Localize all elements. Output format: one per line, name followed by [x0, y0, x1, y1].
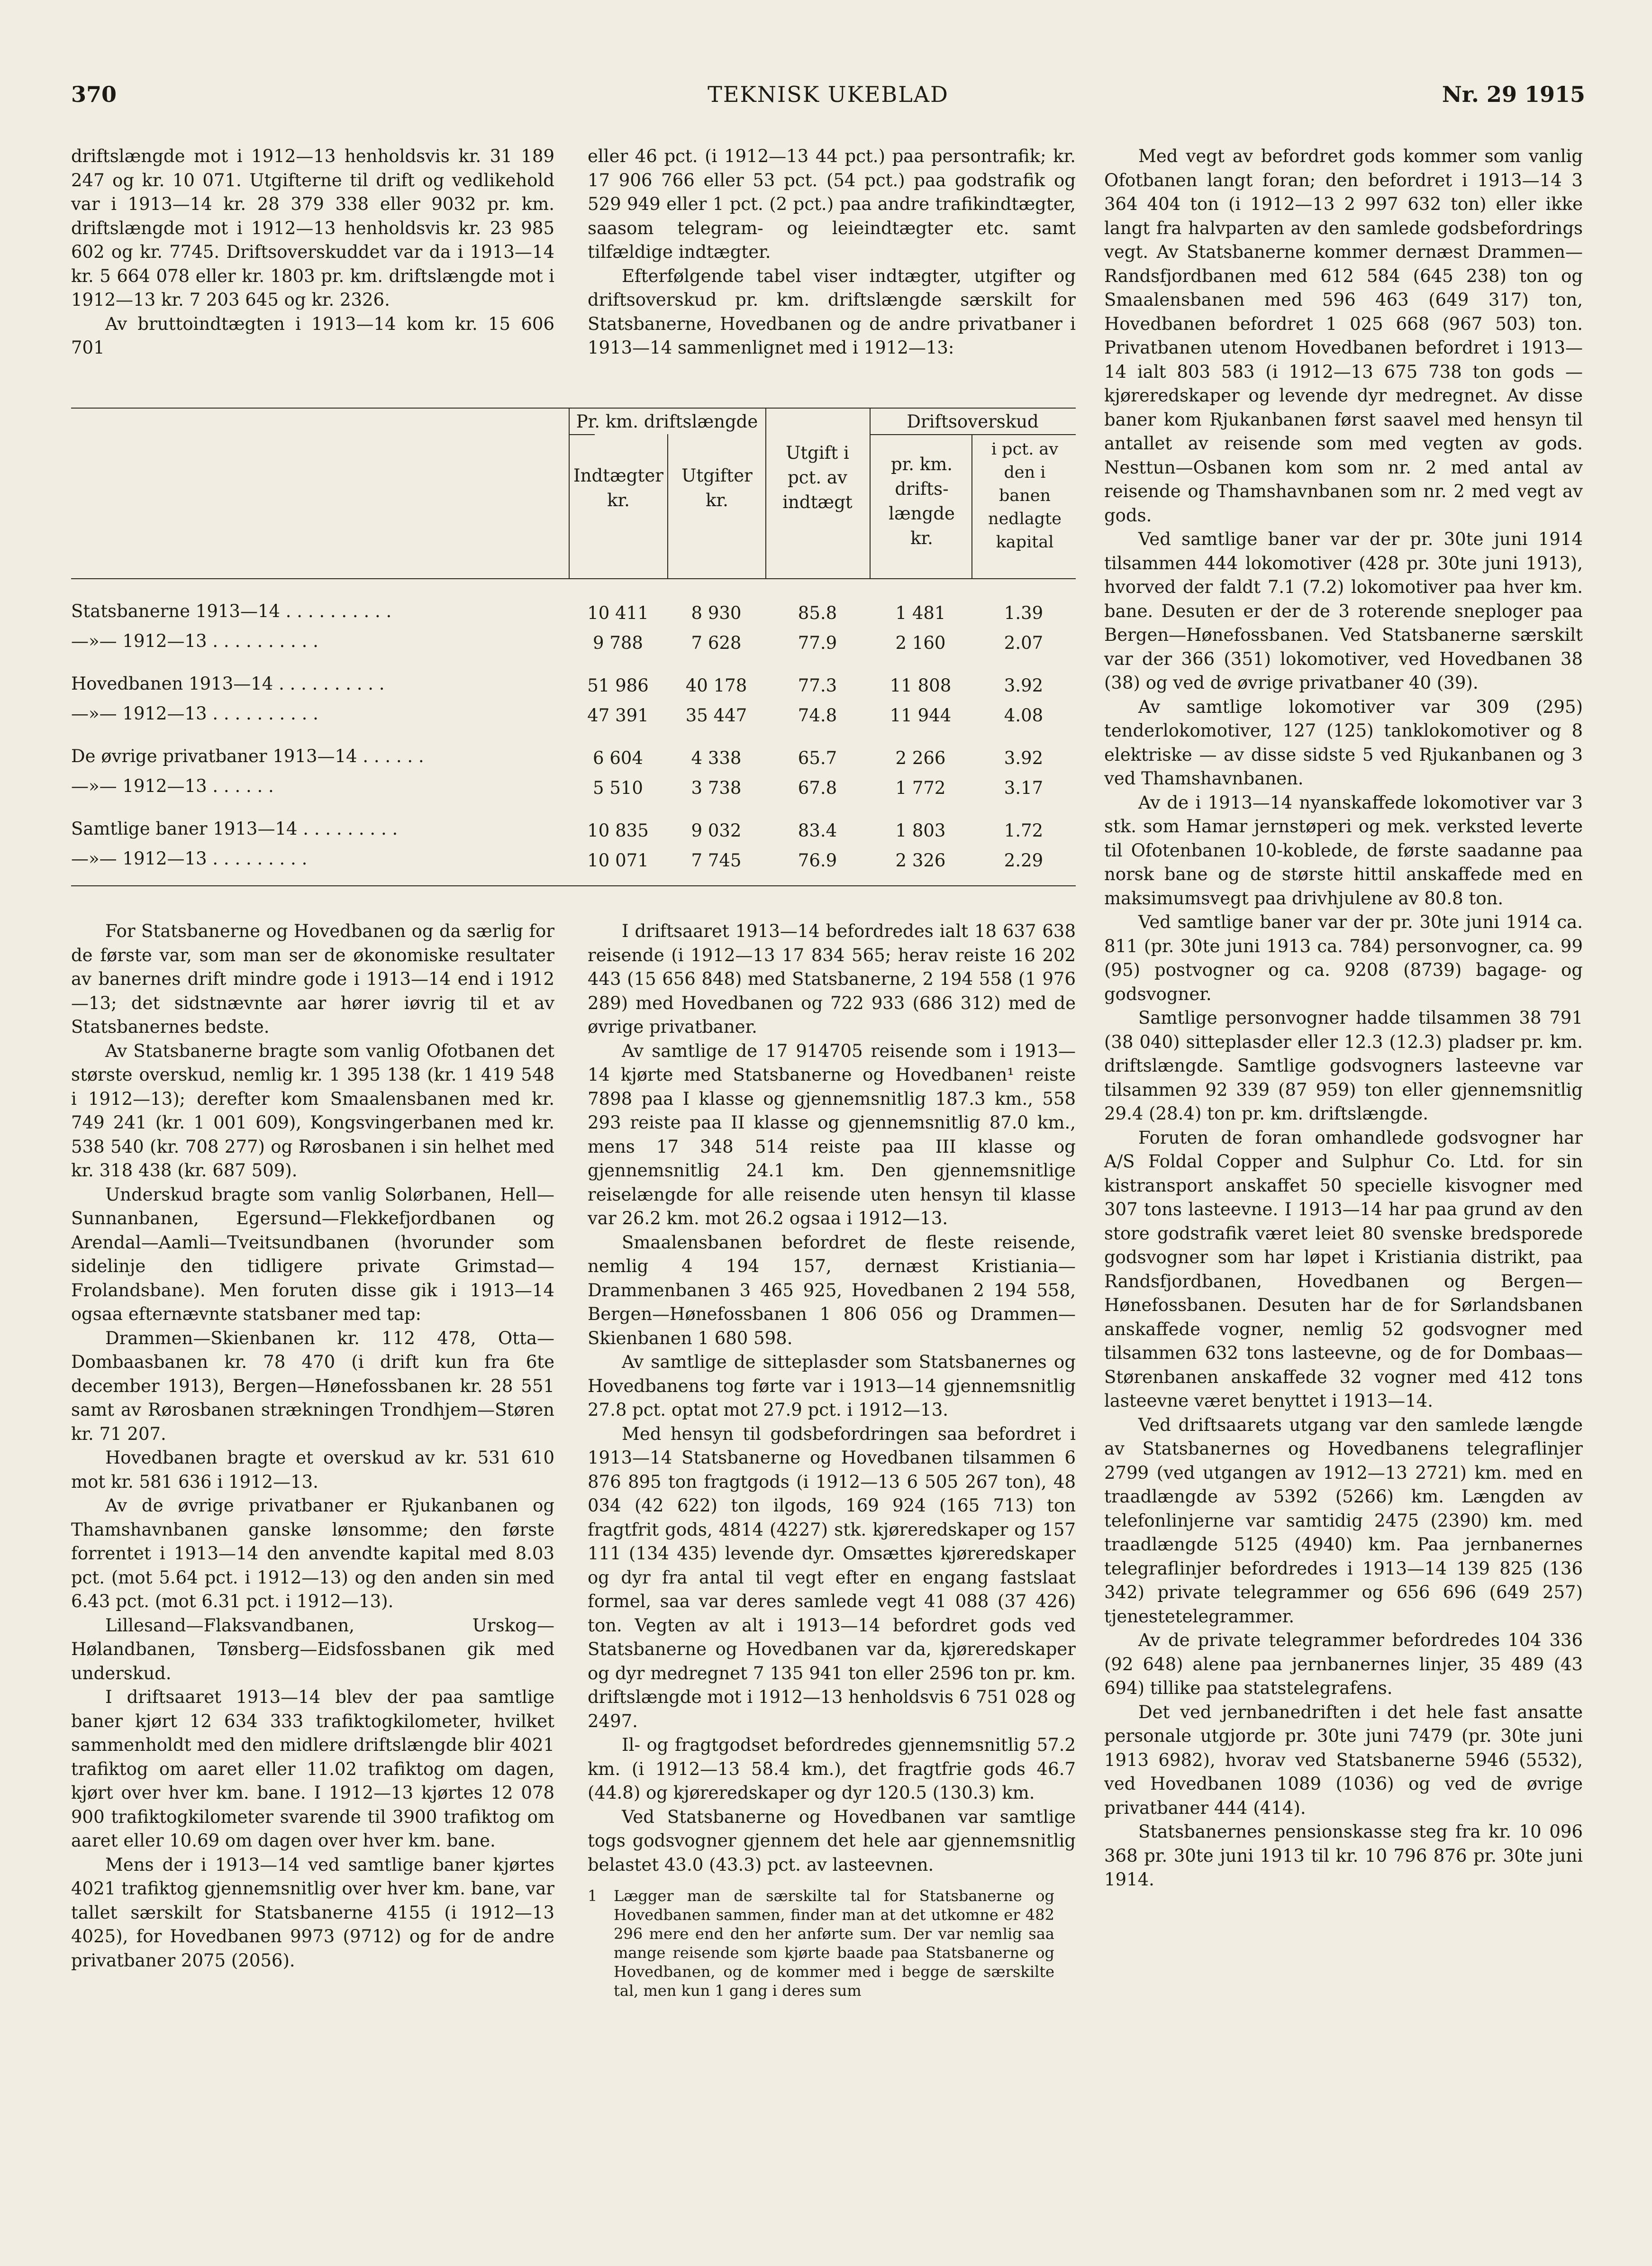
cell-income: 5 510 [593, 778, 643, 798]
paragraph: Av bruttoindtægten i 1913—14 kom kr. 15 606 701 [71, 313, 554, 358]
row-label: Statsbanerne 1913—14 . . . . . . . . . . [71, 601, 392, 621]
table-rule [71, 578, 1076, 579]
table-rule [765, 408, 766, 578]
table-rule [971, 434, 972, 578]
paragraph: Mens der i 1913—14 ved samtlige baner kjørtes 4021 trafiktog gjennemsnitlig over hver km. bane, var tallet særskilt for Statsbanerne 4155 (i 1912—13 4025), for Hovedbanen 9973 (9712) og for de andre privatbaner 2075 (2056). [71, 1854, 554, 1971]
cell-surplus-per-km: 1 772 [895, 778, 946, 798]
table-rule [667, 434, 668, 578]
row-label: —»— 1912—13 . . . . . . . . . . [71, 703, 318, 724]
group-header-per-km: Pr. km. driftslængde [576, 411, 758, 432]
journal-title: TEKNISK UKEBLAD [708, 82, 949, 107]
row-label: —»— 1912—13 . . . . . . [71, 776, 274, 796]
column-header-income: Indtægter kr. [573, 465, 663, 510]
footnote [588, 1886, 1076, 2000]
cell-surplus-capital-percent: 3.92 [1004, 675, 1044, 696]
cell-expense-percent: 77.3 [798, 675, 837, 696]
column-1-top [71, 145, 554, 360]
cell-surplus-per-km: 1 481 [895, 603, 946, 623]
cell-expense-percent: 83.4 [798, 820, 837, 841]
page-header [71, 82, 1585, 110]
cell-surplus-capital-percent: 1.72 [1004, 820, 1044, 841]
cell-expense-percent: 85.8 [798, 603, 837, 623]
cell-surplus-per-km: 2 160 [895, 633, 946, 653]
paragraph: Drammen—Skienbanen kr. 112 478, Otta—Dombaasbanen kr. 78 470 (i drift kun fra 6te december 1913), Bergen—Hønefossbanen kr. 28 551 samt av Rørosbanen strækningen Trondhjem—Støren kr. 71 207. [71, 1328, 554, 1444]
cell-expenses: 7 745 [691, 850, 742, 871]
column-2-top [588, 145, 1076, 360]
paragraph: Hovedbanen bragte et overskud av kr. 531 610 mot kr. 581 636 i 1912—13. [71, 1447, 554, 1492]
cell-expense-percent: 76.9 [798, 850, 837, 871]
paragraph: eller 46 pct. (i 1912—13 44 pct.) paa persontrafik; kr. 17 906 766 eller 53 pct. (54 pct.) paa godstrafik og 529 949 eller 1 pct. (2 pct.) paa andre trafikindtægter, saasom telegram- og leieindtægter etc. samt tilfældige indtægter. [588, 146, 1076, 262]
paragraph: Foruten de foran omhandlede godsvogner har A/S Foldal Copper and Sulphur Co. Ltd. for sin kistransport anskaffet 50 specielle kisvogner med 307 tons lasteevne. I 1913—14 har paa grund av den store godstrafik været leiet 80 svenske bredsporede godsvogner som har løpet i Kristiania distrikt, paa Randsfjordbanen, Hovedbanen og Bergen—Hønefossbanen. Desuten har de for Sørlandsbanen anskaffede vogner, nemlig 52 godsvogner med tilsammen 632 tons lasteevne, og de for Dombaas—Størenbanen anskaffede 32 vogner med 412 tons lasteevne været benyttet i 1913—14. [1104, 1127, 1583, 1411]
cell-expenses: 40 178 [685, 675, 747, 696]
paragraph: Av de private telegrammer befordredes 104 336 (92 648) alene paa jernbanernes linjer, 35 489 (43 694) tillike paa statstelegrafens. [1104, 1630, 1583, 1698]
cell-income: 10 835 [587, 820, 649, 841]
paragraph: Av de i 1913—14 nyanskaffede lokomotiver var 3 stk. som Hamar jernstøperi og mek. verksted leverte til Ofotenbanen 10-koblede, de første saadanne paa norsk bane og de største hittil anskaffede med en maksimumsvegt paa drivhjulene av 80.8 ton. [1104, 792, 1583, 909]
column-header-surplus-per-km: pr. km. drifts-længde kr. [889, 454, 955, 548]
cell-surplus-capital-percent: 1.39 [1004, 603, 1044, 623]
row-label: Samtlige baner 1913—14 . . . . . . . . . [71, 819, 398, 839]
row-label: De øvrige privatbaner 1913—14 . . . . . . [71, 746, 424, 766]
paragraph: Det ved jernbanedriften i det hele fast ansatte personale utgjorde pr. 30te juni 7479 (pr. 30te juni 1913 6982), hvorav ved Statsbanerne 5946 (5532), ved Hovedbanen 1089 (1036) og ved de øvrige privatbaner 444 (414). [1104, 1702, 1583, 1818]
cell-expenses: 8 930 [691, 603, 742, 623]
paragraph: Av samtlige lokomotiver var 309 (295) tenderlokomotiver, 127 (125) tanklokomotiver og 8 elektriske — av disse sidste 5 ved Rjukanbanen og 3 ved Thamshavnbanen. [1104, 696, 1583, 789]
paragraph: Ved Statsbanerne og Hovedbanen var samtlige togs godsvogner gjennem det hele aar gjennemsnitlig belastet 43.0 (43.3) pct. av lasteevnen. [588, 1806, 1076, 1875]
cell-surplus-per-km: 2 266 [895, 748, 946, 768]
cell-surplus-capital-percent: 2.07 [1004, 633, 1044, 653]
cell-surplus-capital-percent: 4.08 [1004, 705, 1044, 726]
table-rule [569, 434, 595, 435]
paragraph: Av samtlige de sitteplasder som Statsbanernes og Hovedbanens tog førte var i 1913—14 gjennemsnitlig 27.8 pct. optat mot 27.9 pct. i 1912—13. [588, 1352, 1076, 1420]
column-header-expenses: Utgifter kr. [681, 465, 753, 510]
issue-number: Nr. 29 1915 [1442, 82, 1585, 107]
paragraph: Il- og fragtgodset befordredes gjennemsnitlig 57.2 km. (i 1912—13 58.4 km.), det fragtfrie gods 46.7 (44.8) og kjøreredskaper og dyr 120.5 (130.3) km. [588, 1735, 1076, 1803]
column-3 [1104, 145, 1583, 1892]
paragraph: For Statsbanerne og Hovedbanen og da særlig for de første var, som man ser de økonomiske resultater av banernes drift mindre gode i 1913—14 end i 1912—13; det sidstnævnte aar hører iøvrig til et av Statsbanernes bedste. [71, 921, 554, 1037]
paragraph: driftslængde mot i 1912—13 henholdsvis kr. 31 189 247 og kr. 10 071. Utgifterne til drift og vedlikehold var i 1913—14 kr. 28 379 338 eller 9032 pr. km. driftslængde mot i 1912—13 henholdsvis kr. 23 985 602 og kr. 7745. Driftsoverskuddet var da i 1913—14 kr. 5 664 078 eller kr. 1803 pr. km. driftslængde mot i 1912—13 kr. 7 203 645 og kr. 2326. [71, 146, 554, 310]
paragraph: Statsbanernes pensionskasse steg fra kr. 10 096 368 pr. 30te juni 1913 til kr. 10 796 876 pr. 30te juni 1914. [1104, 1821, 1583, 1890]
cell-expenses: 3 738 [691, 778, 742, 798]
cell-income: 10 411 [587, 603, 649, 623]
paragraph: I driftsaaret 1913—14 blev der paa samtlige baner kjørt 12 634 333 trafiktogkilometer, hvilket sammenholdt med den midlere driftslængde blir 4021 trafiktog om aaret eller 11.02 trafiktog om dagen, kjørt over hver km. bane. I 1912—13 kjørtes 12 078 900 trafiktogkilometer svarende til 3900 trafiktog om aaret eller 10.69 om dagen over hver km. bane. [71, 1687, 554, 1851]
cell-income: 10 071 [587, 850, 649, 871]
paragraph: I driftsaaret 1913—14 befordredes ialt 18 637 638 reisende (i 1912—13 17 834 565; herav reiste 16 202 443 (15 656 848) med Statsbanerne, 2 194 558 (1 976 289) med Hovedbanen og 722 933 (686 312) med de øvrige privatbaner. [588, 921, 1076, 1037]
cell-income: 51 986 [587, 675, 649, 696]
railway-statistics-table [71, 408, 1076, 886]
footnote-number: 1 [588, 1887, 598, 1905]
paragraph: Efterfølgende tabel viser indtægter, utgifter og driftsoverskud pr. km. driftslængde særskilt for Statsbanerne, Hovedbanen og de andre privatbaner i 1913—14 sammenlignet med i 1912—13: [588, 265, 1076, 358]
cell-income: 6 604 [593, 748, 643, 768]
paragraph: Ved samtlige baner var der pr. 30te juni 1914 ca. 811 (pr. 30te juni 1913 ca. 784) personvogner, ca. 99 (95) postvogner og ca. 9208 (8739) bagage- og godsvogner. [1104, 912, 1583, 1004]
cell-surplus-capital-percent: 3.92 [1004, 748, 1044, 768]
column-1-bottom [71, 919, 554, 1973]
paragraph: Med hensyn til godsbefordringen saa befordret i 1913—14 Statsbanerne og Hovedbanen tilsammen 6 876 895 ton fragtgods (i 1912—13 6 505 267 ton), 48 034 (42 622) ton ilgods, 169 924 (165 713) ton fragtfrit gods, 4814 (4227) stk. kjøreredskaper og 157 111 (134 435) levende dyr. Omsættes kjøreredskaper og dyr fra antal til vegt efter en engang fastslaat formel, saa var deres samlede vegt 41 088 (37 426) ton. Vegten av alt i 1913—14 befordret gods ved Statsbanerne og Hovedbanen var da, kjøreredskaper og dyr medregnet 7 135 941 ton eller 2596 ton pr. km. driftslængde mot i 1912—13 henholdsvis 6 751 028 og 2497. [588, 1423, 1076, 1731]
cell-expense-percent: 77.9 [798, 633, 837, 653]
footnote-text: Lægger man de særskilte tal for Statsbanerne og Hovedbanen sammen, finder man at det utkomne er 482 296 mere end den her anførte sum. Der var nemlig saa mange reisende som kjørte baade paa Statsbanerne og Hovedbanen, og de kommer med i begge de særskilte tal, men kun 1 gang i deres sum [614, 1887, 1054, 2000]
cell-expenses: 35 447 [685, 705, 747, 726]
cell-surplus-capital-percent: 2.29 [1004, 850, 1044, 871]
paragraph: Ved samtlige baner var der pr. 30te juni 1914 tilsammen 444 lokomotiver (428 pr. 30te juni 1913), hvorved der faldt 7.1 (7.2) lokomotiver paa hver km. bane. Desuten er der de 3 roterende sneploger paa Bergen—Hønefossbanen. Ved Statsbanerne særskilt var der 366 (351) lokomotiver, ved Hovedbanen 38 (38) og ved de øvrige privatbaner 40 (39). [1104, 529, 1583, 693]
cell-expenses: 4 338 [691, 748, 742, 768]
paragraph: Lillesand—Flaksvandbanen, Urskog—Hølandbanen, Tønsberg—Eidsfossbanen gik med underskud. [71, 1615, 554, 1684]
cell-income: 47 391 [587, 705, 649, 726]
paragraph: Smaalensbanen befordret de fleste reisende, nemlig 4 194 157, dernæst Kristiania—Drammenbanen 3 465 925, Hovedbanen 2 194 558, Bergen—Hønefossbanen 1 806 056 og Drammen—Skienbanen 1 680 598. [588, 1232, 1076, 1348]
cell-surplus-per-km: 11 808 [890, 675, 952, 696]
row-label: —»— 1912—13 . . . . . . . . . . [71, 631, 318, 651]
cell-surplus-per-km: 1 803 [895, 820, 946, 841]
cell-expenses: 7 628 [691, 633, 742, 653]
row-label: Hovedbanen 1913—14 . . . . . . . . . . [71, 673, 385, 694]
cell-surplus-per-km: 2 326 [895, 850, 946, 871]
group-header-surplus: Driftsoverskud [907, 411, 1039, 432]
column-header-expense-percent: Utgift i pct. av indtægt [782, 443, 853, 512]
table-rule [71, 885, 1076, 886]
cell-income: 9 788 [593, 633, 643, 653]
cell-expense-percent: 65.7 [798, 748, 837, 768]
paragraph: Av Statsbanerne bragte som vanlig Ofotbanen det største overskud, nemlig kr. 1 395 138 (kr. 1 419 548 i 1912—13); derefter kom Smaalensbanen med kr. 749 241 (kr. 1 001 609), Kongsvingerbanen med kr. 538 540 (kr. 708 277) og Rørosbanen i sin helhet med kr. 318 438 (kr. 687 509). [71, 1040, 554, 1181]
row-label: —»— 1912—13 . . . . . . . . . [71, 848, 308, 869]
paragraph: Underskud bragte som vanlig Solørbanen, Hell—Sunnanbanen, Egersund—Flekkefjordbanen og Arendal—Aamli—Tveitsundbanen (hvorunder som sidelinje den tidligere private Grimstad—Frolandsbane). Men foruten disse gik i 1913—14 ogsaa efternævnte statsbaner med tap: [71, 1184, 554, 1324]
cell-expense-percent: 67.8 [798, 778, 837, 798]
cell-surplus-capital-percent: 3.17 [1004, 778, 1044, 798]
cell-expense-percent: 74.8 [798, 705, 837, 726]
column-2-bottom [588, 919, 1076, 2000]
table-rule [870, 434, 1076, 435]
paragraph: Samtlige personvogner hadde tilsammen 38 791 (38 040) sitteplasder eller 12.3 (12.3) pladser pr. km. driftslængde. Samtlige godsvogners lasteevne var tilsammen 92 339 (87 959) ton eller gjennemsnitlig 29.4 (28.4) ton pr. km. driftslængde. [1104, 1008, 1583, 1124]
paragraph: Med vegt av befordret gods kommer som vanlig Ofotbanen langt foran; den befordret i 1913—14 3 364 404 ton (i 1912—13 2 997 632 ton) eller ikke langt fra halvparten av den samlede godsbefordrings vegt. Av Statsbanerne kommer dernæst Drammen—Randsfjordbanen med 612 584 (645 238) ton og Smaalensbanen med 596 463 (649 317) ton, Hovedbanen befordret 1 025 668 (967 503) ton. Privatbanen utenom Hovedbanen befordret i 1913—14 ialt 803 583 (i 1912—13 675 738 ton gods — kjøreredskaper og levende dyr medregnet. Av disse baner kom Rjukanbanen først saavel med hensyn til antallet av reisende som med vegten av gods. Nesttun—Osbanen kom som nr. 2 med antal av reisende og Thamshavnbanen som nr. 2 med vegt av gods. [1104, 146, 1583, 526]
paragraph: Av samtlige de 17 914705 reisende som i 1913—14 kjørte med Statsbanerne og Hovedbanen¹ reiste 7898 paa I klasse og gjennemsnitlig 187.3 km., 558 293 reiste paa II klasse og gjennemsnitlig 87.0 km., mens 17 348 514 reiste paa III klasse og gjennemsnitlig 24.1 km. Den gjennemsnitlige reiselængde for alle reisende uten hensyn til klasse var 26.2 km. mot 26.2 ogsaa i 1912—13. [588, 1040, 1076, 1229]
column-header-surplus-capital-percent: i pct. av den i banen nedlagte kapital [988, 440, 1062, 552]
cell-surplus-per-km: 11 944 [890, 705, 952, 726]
table-rule [71, 408, 1076, 409]
paragraph: Ved driftsaarets utgang var den samlede længde av Statsbanernes og Hovedbanens telegraflinjer 2799 (ved utgangen av 1912—13 2721) km. med en traadlængde av 5392 (5266) km. Længden av telefonlinjerne var samtidig 2475 (2390) km. med traadlængde 5125 (4940) km. Paa jernbanernes telegraflinjer befordredes i 1913—14 139 825 (136 342) private telegrammer og 656 696 (649 257) tjenestetelegrammer. [1104, 1414, 1583, 1627]
cell-expenses: 9 032 [691, 820, 742, 841]
page-number: 370 [71, 82, 117, 107]
paragraph: Av de øvrige privatbaner er Rjukanbanen og Thamshavnbanen ganske lønsomme; den første forrentet i 1913—14 den anvendte kapital med 8.03 pct. (mot 5.64 pct. i 1912—13) og den anden sin med 6.43 pct. (mot 6.31 pct. i 1912—13). [71, 1495, 554, 1611]
